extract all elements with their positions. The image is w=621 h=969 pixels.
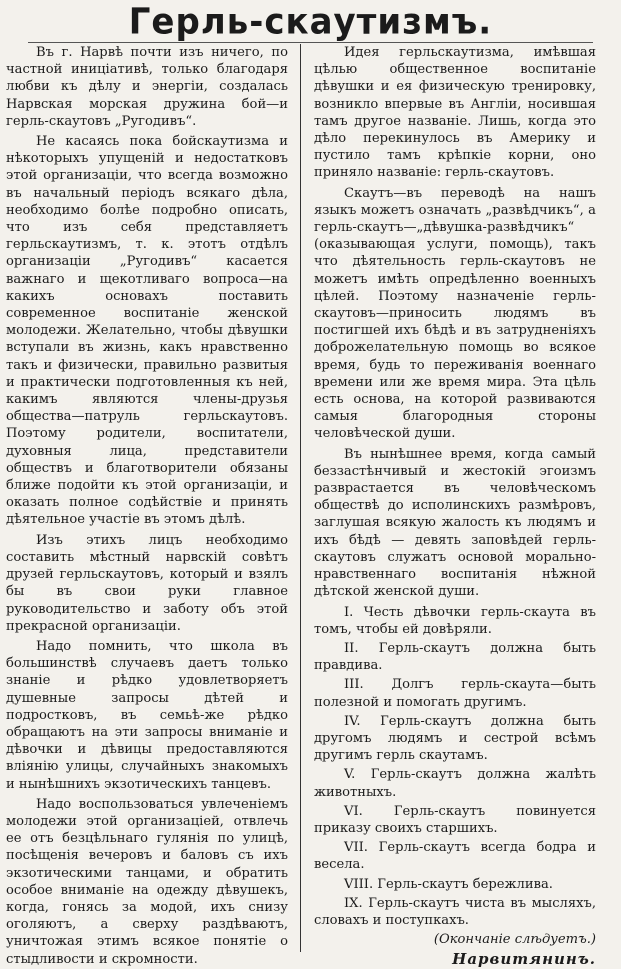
commandment-6: VI. Герль-скаутъ повинуется приказу своихъ старшихъ. (314, 803, 596, 836)
title-rule (28, 42, 593, 43)
commandment-7: VII. Герль-скаутъ всегда бодра и весела. (314, 840, 596, 873)
left-paragraph-3: Изъ этихъ лицъ необходимо составить мѣстный нарвскій совѣтъ друзей герльскаутовъ, который и взялъ бы въ свои руки главное руководительство и заботу объ этой прекрасной организаціи. (6, 532, 288, 634)
commandment-1: I. Честь дѣвочки герль-скаута въ томъ, чтобы ей довѣряли. (314, 604, 596, 637)
commandment-9: IX. Герль-скаутъ чиста въ мысляхъ, словахъ и поступкахъ. (314, 895, 596, 928)
left-paragraph-4: Надо помнить, что школа въ большинствѣ случаевъ даетъ только знаніе и рѣдко удовлетворяетъ душевные запросы дѣтей и подростковъ, въ семьѣ-же рѣдко обращаютъ на эти запросы вниманіе и дѣвочки и дѣвицы предоставляются вліянію улицы, случайныхъ знакомыхъ и нынѣшнихъ экзотическихъ танцевъ. (6, 638, 288, 792)
right-paragraph-3: Въ нынѣшнее время, когда самый беззастѣнчивый и жестокій эгоизмъ разврастается въ человѣческомъ обществѣ до исполинскихъ размѣровъ, заглушая всякую жалость къ людямъ и ихъ бѣдѣ — девять заповѣдей герль-скаутовъ служатъ основой морально-нравственнаго воспитанія нѣжной дѣтской женской души. (314, 446, 596, 600)
commandment-2: II. Герль-скаутъ должна быть правдива. (314, 640, 596, 674)
commandment-5: V. Герль-скаутъ должна жалѣть животныхъ. (314, 767, 596, 800)
commandment-4: IV. Герль-скаутъ должна быть другомъ людямъ и сестрой всѣмъ другимъ герль скаутамъ. (314, 713, 596, 764)
right-paragraph-2: Скаутъ—въ переводѣ на нашъ языкъ можетъ означать „развѣдчикъ“, а герль-скаутъ—„дѣвушка-развѣдчикъ“ (оказывающая услуги, помощь), такъ что дѣятельность герль-скаутовъ не можетъ имѣть опредѣленно военныхъ цѣлей. Поэтому назначеніе герль-скаутовъ—приносить людямъ въ постигшей ихъ бѣдѣ и въ затрудненіяхъ доброжелательную помощь во всякое время, будь то переживанія военнаго времени или же время мира. Эта цѣль есть основа, на которой развиваются самыя благородныя стороны человѣческой души. (314, 185, 596, 442)
right-paragraph-1: Идея герльскаутизма, имѣвшая цѣлью общественное воспитаніе дѣвушки и ея физическую тренировку, возникло впервые въ Англіи, носившая тамъ другое названіе. Лишь, когда это дѣло перекинулось въ Америку и пустило тамъ крѣпкіе корни, оно приняло названіе: герль-скаутовъ. (314, 45, 596, 181)
right-column (314, 44, 596, 969)
commandment-8: VIII. Герль-скаутъ бережлива. (344, 876, 553, 892)
left-paragraph-1: Въ г. Нарвѣ почти изъ ничего, по частной иниціативѣ, только благодаря любви къ дѣлу и энергіи, создалась Нарвская морская дружина бой—и герль-скаутовъ „Ругодивъ“. (6, 45, 288, 129)
left-paragraph-2: Не касаясь пока бойскаутизма и нѣкоторыхъ упущеній и недостатковъ этой организаціи, что всегда возможно въ начальный періодъ всякаго дѣла, необходимо болѣе подробно описать, что изъ себя представляетъ герльскаутизмъ, т. к. этотъ отдѣлъ организаціи „Ругодивъ“ касается важнаго и щекотливаго вопроса—на какихъ основахъ поставить современное воспитаніе женской молодежи. Желательно, чтобы дѣвушки вступали въ жизнь, какъ нравственно такъ и физически, правильно развитыя и практически подготовленныя къ ней, какимъ являются члены-друзья общества—патруль герльскаутовъ. Поэтому родители, воспитатели, духовныя лица, представители обществъ и благотворители обязаны ближе подойти къ этой организаціи, и оказать полное содѣйствіе и принять дѣятельное участіе въ этомъ дѣлѣ. (6, 134, 288, 528)
column-divider (300, 44, 301, 952)
author-signature: Нарвитянинъ. (452, 950, 596, 969)
left-column (6, 44, 288, 967)
commandment-3: III. Долгъ герль-скаута—быть полезной и помогать другимъ. (314, 677, 596, 710)
closing-note: (Окончаніе слѣдуетъ.) (433, 932, 596, 948)
left-paragraph-5: Надо воспользоваться увлеченіемъ молодежи этой организаціей, отвлечь ее отъ безцѣльнаго гулянія по улицѣ, посѣщенія вечеровъ и баловъ съ ихъ экзотическими танцами, и обратить особое вниманіе на одежду дѣвушекъ, когда, гонясь за модой, ихъ снизу оголяютъ, а сверху раздѣваютъ, уничтожая этимъ всякое понятіе о стыдливости и скромности. (6, 796, 288, 967)
article-title: Герль-скаутизмъ. (128, 1, 493, 43)
